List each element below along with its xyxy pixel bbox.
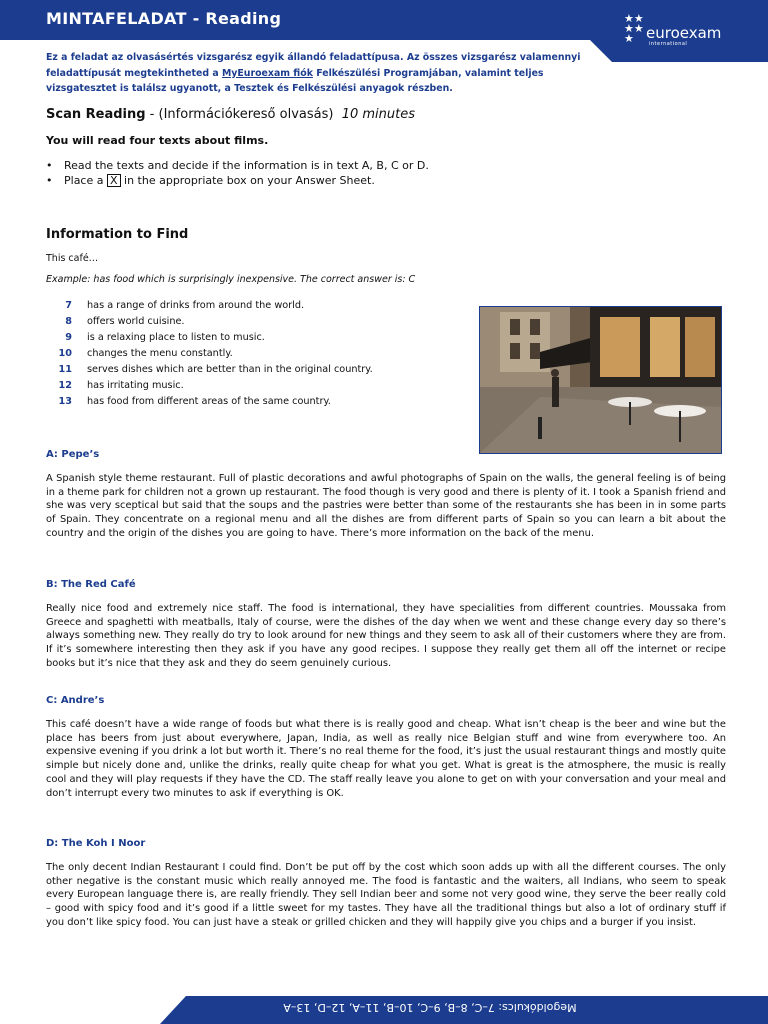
item-text: has food from different areas of the same country.	[87, 396, 331, 407]
this-cafe-label: This café…	[46, 253, 99, 264]
intro-after: Felkészülési Programjában, valamint teljes vizsgatesztet is találsz ugyanott, a Tesztek és Felkészülési anyagok részben.	[46, 67, 544, 94]
answer-key: Megoldókulcs: 7–C, 8–B, 9–C, 10–B, 11–A, 12–D, 13–A	[283, 1001, 577, 1014]
footer-wedge	[160, 996, 186, 1024]
item-number: 7	[65, 300, 72, 311]
instruction-item: • Read the texts and decide if the information is in text A, B, C or D.	[46, 158, 429, 173]
section-a-title: A: Pepe’s	[46, 449, 100, 460]
logo-subtitle: international	[649, 41, 688, 47]
intro-before: Ez a feladat az olvasásértés vizsgarész egyik állandó feladattípusa. Az összes vizsgarész valamennyi feladattípusát megtekintheted a	[46, 52, 581, 79]
instruction-list	[46, 158, 429, 188]
section-c-text: This café doesn’t have a wide range of foods but what there is is really good and cheap. What isn’t cheap is the beer and wine but the place has beers from just about everywhere, Japan, India, as well as really nice Belgian stuff and wine from everywhere too. An expensive evening if you drink a lot but worth it. There’s no real theme for the food, it’s just the usual restaurant things and mostly quite simple but nicely done and, unlike the drinks, really quite cheap for what you get. What is great is the atmosphere, the music is really cool and they will play requests if they have the CD. The staff really leave you alone to get on with your conversation and your meal and don’t interrupt every two minutes to ask if everything is OK.	[46, 719, 726, 799]
task-title	[46, 107, 415, 122]
instr-after: in the appropriate box on your Answer Sheet.	[120, 174, 375, 187]
intro-text	[46, 50, 606, 97]
item-number: 10	[58, 348, 72, 359]
footer-bar	[0, 996, 768, 1024]
item-number: 8	[65, 316, 72, 327]
section-c-title: C: Andre’s	[46, 695, 105, 706]
item-number: 13	[58, 396, 72, 407]
item-number: 12	[58, 380, 72, 391]
item-number: 11	[58, 364, 72, 375]
myeuroexam-link[interactable]: MyEuroexam fiók	[221, 67, 313, 79]
item-text: changes the menu constantly.	[87, 348, 233, 359]
item-number: 9	[65, 332, 72, 343]
cafe-photo	[479, 306, 722, 454]
item-text: serves dishes which are better than in the original country.	[87, 364, 373, 375]
section-d-title: D: The Koh I Noor	[46, 838, 146, 849]
task-dash: -	[145, 107, 159, 122]
page-title: MINTAFELADAT - Reading	[46, 9, 282, 28]
instruction-item	[46, 173, 429, 188]
logo-wordmark: euroexam	[646, 24, 722, 42]
section-a-text: A Spanish style theme restaurant. Full of plastic decorations and awful photographs of Spain on the walls, the general feeling is of being in a theme park for children not a grown up restaurant. The food though is very good and there is plenty of it. I took a Spanish friend and she was very sceptical but said that the soups and the pastries were better than some of the restaurants she has been in in some parts of Spain. They concentrate on a regional menu and all the dishes are from different parts of Spain so you can learn a bit about the country and the origin of the dishes you are going to have. There’s more information on the back of the menu.	[46, 473, 726, 539]
section-b-title: B: The Red Café	[46, 579, 136, 590]
task-subtitle: (Információkereső olvasás)	[158, 107, 334, 122]
section-d-text: The only decent Indian Restaurant I could find. Don’t be put off by the cost which soon adds up with all the different courses. The only other negative is the constant music which really annoyed me. The food is fantastic and the waiters, all Indians, who seem to speak every European language there is, are really friendly. They sell Indian beer and some not very good wine, they serve the beer really cold – good with spicy food and it’s good if a little sweet for my tastes. They have all the traditional things but also a lot of ordinary stuff if you don’t like spicy food. You can just have a steak or grilled chicken and they will happily give you chips and a burger if you insist.	[46, 862, 726, 928]
x-box-icon: X	[107, 174, 121, 187]
item-text: has a range of drinks from around the world.	[87, 300, 305, 311]
item-text: offers world cuisine.	[87, 316, 185, 327]
task-time: 10 minutes	[341, 107, 416, 122]
item-text: has irritating music.	[87, 380, 184, 391]
section-b-text: Really nice food and extremely nice staff. The food is international, they have specialities from different countries. Moussaka from Greece and spaghetti with meatballs, Italy of course, were the dishes of the day when we went and these change every day so there’s always something new. They really do try to look around for new things and they seem to ask all of their customers where they are from. If it’s somewhere interesting then they ask if you have any good recipes. I suppose they really get them all off the internet or recipe books but it’s nice that they ask and they do seem genuinely curious.	[46, 603, 726, 669]
instructions-intro: You will read four texts about films.	[46, 134, 269, 147]
task-name: Scan Reading	[46, 107, 146, 122]
info-heading: Information to Find	[46, 227, 189, 242]
cafe-photo-illustration	[480, 307, 721, 453]
item-text: is a relaxing place to listen to music.	[87, 332, 265, 343]
stars-icon: ★★ ★★ ★	[624, 12, 644, 45]
example-line: Example: has food which is surprisingly inexpensive. The correct answer is: C	[46, 274, 416, 285]
instr-before: Place a	[64, 174, 107, 187]
